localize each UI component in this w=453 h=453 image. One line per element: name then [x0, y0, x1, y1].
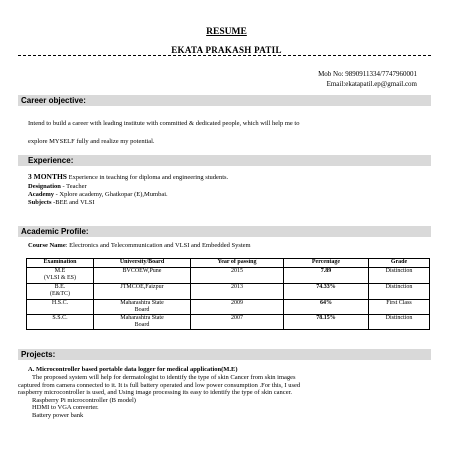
- experience-summary-text: Experience in teaching for diploma and engineering students.: [66, 174, 229, 181]
- cell-year: 2015: [191, 268, 284, 284]
- table-row: [27, 300, 430, 315]
- cell-percentage: 74.33%: [284, 284, 369, 300]
- course-line: [28, 242, 251, 249]
- cell-year: 2013: [191, 284, 284, 300]
- cell-board: [94, 268, 191, 284]
- contact-block: [318, 70, 417, 89]
- academic-profile-heading: Academic Profile:: [18, 226, 431, 237]
- board-name: BVCOEW,Pune: [122, 268, 162, 274]
- cell-exam: S.S.C.: [27, 315, 94, 330]
- project-component-1: Raspberry Pi microcontroller (B model): [32, 396, 136, 404]
- table-row: [27, 268, 430, 284]
- exam-name: M.E: [54, 268, 66, 274]
- cell-board: [94, 300, 191, 315]
- designation-line: [28, 183, 87, 190]
- candidate-name: EKATA PRAKASH PATIL: [171, 45, 282, 55]
- resume-title: RESUME: [206, 27, 247, 37]
- cell-board: [94, 315, 191, 330]
- cell-year: 2009: [191, 300, 284, 315]
- project-desc-line-3: raspberry microcontroller is used, and Using image processing its easy to identify the type of skin cancer.: [18, 389, 293, 397]
- col-examination: Examination: [27, 259, 94, 268]
- project-desc-line-1: The proposed system will help for dermatologist to identify the type of skin Cancer from skin images: [32, 374, 296, 381]
- experience-heading: Experience:: [18, 155, 431, 166]
- course-label: Course Name: [28, 242, 66, 249]
- col-percentage: Percentage: [284, 259, 369, 268]
- board-name: Maharashtra State: [120, 300, 164, 306]
- project-desc-line-2: captured from camera connected to it. It is full battery operated and low power consumption .For this, I used: [18, 381, 301, 389]
- cell-exam: [27, 284, 94, 300]
- project-component-2: HDMI to VGA converter.: [32, 404, 99, 412]
- academic-table: [26, 258, 430, 330]
- career-objective-heading: Career objective:: [18, 95, 431, 106]
- board-name: Maharashtra State: [120, 315, 164, 321]
- cell-percentage: 78.15%: [284, 315, 369, 330]
- project-component-3: Battery power bank: [32, 411, 84, 419]
- col-grade: Grade: [369, 259, 430, 268]
- career-objective-line-2: explore MYSELF fully and realize my potential.: [28, 138, 155, 145]
- email-address: Email:ekatapatil.ep@gmail.com: [326, 79, 417, 88]
- cell-grade: First Class: [369, 300, 430, 315]
- cell-board: [94, 284, 191, 300]
- subjects-line: [28, 199, 95, 206]
- academy-label: Academy: [28, 191, 54, 198]
- project-description: [18, 374, 431, 420]
- exam-subtitle: (E&TC): [50, 291, 70, 297]
- experience-summary: [28, 172, 228, 181]
- project-title: A. Microcontroller based portable data logger for medical application(M.E): [28, 366, 238, 373]
- cell-grade: Distinction: [369, 315, 430, 330]
- subjects-value: -BEE and VLSI: [51, 199, 95, 206]
- cell-percentage: 64%: [284, 300, 369, 315]
- exam-name: B.E.: [54, 284, 66, 290]
- board-name-cont: Board: [134, 307, 150, 313]
- col-university: University/Board: [94, 259, 191, 268]
- projects-heading: Projects:: [18, 349, 431, 360]
- board-name-cont: Board: [134, 322, 150, 328]
- academic-table-header: [27, 259, 430, 268]
- header-divider: [18, 55, 431, 56]
- cell-exam: [27, 268, 94, 284]
- col-year: Year of passing: [191, 259, 284, 268]
- cell-percentage: 7.89: [284, 268, 369, 284]
- experience-months: 3 MONTHS: [28, 172, 67, 181]
- designation-value: - Teacher: [60, 183, 87, 190]
- cell-grade: Distinction: [369, 284, 430, 300]
- subjects-label: Subjects: [28, 199, 52, 206]
- designation-label: Designation: [28, 183, 61, 190]
- academy-value: - Xplore academy, Ghatkopar (E),Mumbai.: [54, 191, 168, 198]
- table-row: [27, 315, 430, 330]
- mobile-number: Mob No: 9890911334/7747960001: [318, 70, 417, 78]
- course-value: : Electronics and Telecommunication and VLSI and Embedded System: [65, 242, 251, 249]
- cell-exam: H.S.C.: [27, 300, 94, 315]
- academy-line: [28, 191, 168, 198]
- board-name: JTMCOE,Faizpur: [120, 284, 164, 290]
- exam-subtitle: (VLSI & ES): [44, 275, 76, 281]
- career-objective-line-1: Intend to build a career with leading institute with committed & dedicated people, which will help me to: [28, 120, 300, 127]
- table-row: [27, 284, 430, 300]
- cell-year: 2007: [191, 315, 284, 330]
- cell-grade: Distinction: [369, 268, 430, 284]
